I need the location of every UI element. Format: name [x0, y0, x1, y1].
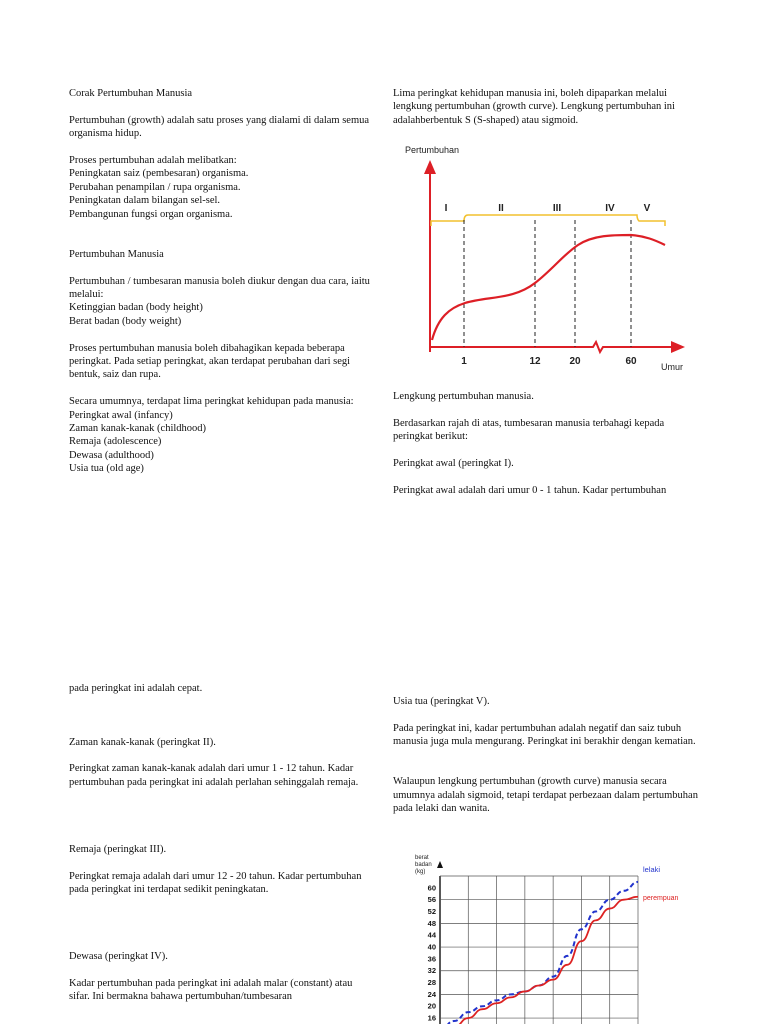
stage-label: I	[444, 203, 448, 214]
paragraph-growth-definition: Pertumbuhan (growth) adalah satu proses yang dialami di dalam semua organisma hidup.	[69, 114, 370, 140]
legend-lelaki: lelaki	[643, 865, 661, 874]
y-axis-arrow-icon	[424, 160, 436, 174]
list-item: Peningkatan saiz (pembesaran) organisma.	[69, 168, 249, 180]
y-tick-label: 20	[427, 1001, 436, 1011]
list-item: Berat badan (body weight)	[69, 315, 182, 327]
y-tick-label: 32	[427, 966, 436, 976]
page1-left-column	[69, 87, 374, 476]
heading-stage-5: Usia tua (peringkat V).	[393, 696, 490, 707]
paragraph-stage-4: Kadar pertumbuhan pada peringkat ini adalah malar (constant) atau sifar. Ini bermakna bahawa pertumbuhan/tumbesaran	[69, 977, 353, 1003]
paragraph-stage-5: Pada peringkat ini, kadar pertumbuhan adalah negatif dan saiz tubuh manusia juga mula mengurang. Peringkat ini berakhir dengan kematian.	[393, 722, 696, 748]
legend-perempuan: perempuan	[643, 895, 679, 902]
weight-grid	[440, 876, 638, 1024]
paragraph-stage-2: Peringkat zaman kanak-kanak adalah dari umur 1 - 12 tahun. Kadar pertumbuhan pada peringkat ini adalah perlahan sehinggalah remaja.	[69, 763, 359, 788]
list-item: Zaman kanak-kanak (childhood)	[69, 423, 207, 435]
heading-human-growth: Pertumbuhan Manusia	[69, 248, 164, 260]
x-tick-label: 20	[569, 356, 581, 367]
y-tick-label: 60	[427, 883, 436, 893]
y-tick-label: 16	[427, 1013, 436, 1023]
list-item: Perubahan penampilan / rupa organisma.	[69, 181, 241, 193]
weight-ylabel-line: berat	[415, 855, 429, 861]
list-item: Usia tua (old age)	[69, 463, 144, 475]
list-item: Remaja (adolescence)	[69, 436, 162, 448]
y-tick-label: 28	[427, 978, 436, 988]
chart-ylabel: Pertumbuhan	[405, 145, 460, 155]
paragraph-stage-3: Peringkat remaja adalah dari umur 12 - 20 tahun. Kadar pertumbuhan pada peringkat ini terdapat sedikit peningkatan.	[69, 870, 362, 895]
heading-stage-2: Zaman kanak-kanak (peringkat II).	[69, 736, 216, 748]
y-tick-label: 52	[427, 907, 436, 917]
weight-y-ticks	[428, 883, 437, 1022]
paragraph-gender-difference: Walaupun lengkung pertumbuhan (growth curve) manusia secara umumnya adalah sigmoid, tetapi terdapat perbezaan dalam pertumbuhan pada lelaki dan wanita.	[393, 776, 698, 815]
list-item: Ketinggian badan (body height)	[69, 302, 203, 314]
weight-ylabel	[415, 855, 432, 875]
paragraph-five-stages: Secara umumnya, terdapat lima peringkat kehidupan pada manusia:	[69, 396, 354, 408]
page1-right-column-top	[393, 87, 698, 127]
doc-title: Corak Pertumbuhan Manusia	[69, 88, 193, 99]
weight-series-perempuan	[440, 897, 638, 1024]
paragraph-growth-curve: Lima peringkat kehidupan manusia ini, boleh dipaparkan melalui lengkung pertumbuhan (growth curve). Lengkung pertumbuhan ini adalahberbentuk S (S-shaped) atau sigmoid.	[393, 88, 675, 126]
stage-label: IV	[605, 203, 615, 214]
growth-curve-chart	[393, 140, 693, 375]
x-tick-label: 60	[625, 356, 637, 367]
paragraph-measurement: Pertumbuhan / tumbesaran manusia boleh diukur dengan dua cara, iaitu melalui:	[69, 275, 370, 301]
x-tick-label: 1	[461, 356, 467, 367]
stage-label: V	[643, 203, 651, 214]
paragraph-stages-intro: Proses pertumbuhan manusia boleh dibahagikan kepada beberapa peringkat. Pada setiap peringkat, akan terdapat perubahan dari segi bentuk, saiz dan rupa.	[69, 342, 351, 381]
y-tick-label: 44	[427, 930, 436, 940]
heading-stage-4: Dewasa (peringkat IV).	[69, 950, 168, 962]
x-tick-label: 12	[529, 356, 541, 367]
y-tick-label: 24	[427, 989, 436, 999]
heading-stage-1: Peringkat awal (peringkat I).	[393, 458, 514, 469]
paragraph-growth-involves: Proses pertumbuhan adalah melibatkan:	[69, 155, 237, 166]
weight-ylabel-line: badan	[415, 862, 432, 868]
paragraph-stage-1: Peringkat awal adalah dari umur 0 - 1 tahun. Kadar pertumbuhan	[393, 484, 667, 496]
stage-label: III	[552, 203, 562, 214]
x-axis	[430, 342, 673, 352]
y-tick-label: 36	[427, 954, 436, 964]
paragraph-stage-1-cont: pada peringkat ini adalah cepat.	[69, 683, 203, 694]
page2-left-column	[69, 682, 369, 1004]
page1-right-column-bottom	[393, 390, 703, 497]
weight-series-lelaki	[440, 882, 638, 1024]
chart-xlabel: Umur	[661, 362, 683, 372]
weight-y-arrow-icon	[437, 861, 443, 868]
stage-bracket	[431, 215, 665, 226]
list-item: Pembangunan fungsi organ organisma.	[69, 208, 233, 220]
page2-right-column	[393, 695, 703, 816]
stage-label: II	[498, 203, 504, 214]
y-tick-label: 56	[427, 895, 436, 905]
list-item: Dewasa (adulthood)	[69, 449, 154, 461]
x-axis-arrow-icon	[671, 341, 685, 353]
paragraph-stage-division: Berdasarkan rajah di atas, tumbesaran manusia terbahagi kepada peringkat berikut:	[393, 417, 665, 443]
growth-curve-line	[432, 235, 665, 340]
heading-stage-3: Remaja (peringkat III).	[69, 843, 167, 855]
weight-ylabel-line: (kg)	[415, 869, 426, 875]
y-tick-label: 48	[427, 918, 436, 928]
chart-caption: Lengkung pertumbuhan manusia.	[393, 391, 534, 402]
list-item: Peringkat awal (infancy)	[69, 409, 173, 421]
list-item: Peningkatan dalam bilangan sel-sel.	[69, 195, 221, 207]
y-tick-label: 40	[427, 942, 436, 952]
weight-chart	[400, 840, 710, 1024]
